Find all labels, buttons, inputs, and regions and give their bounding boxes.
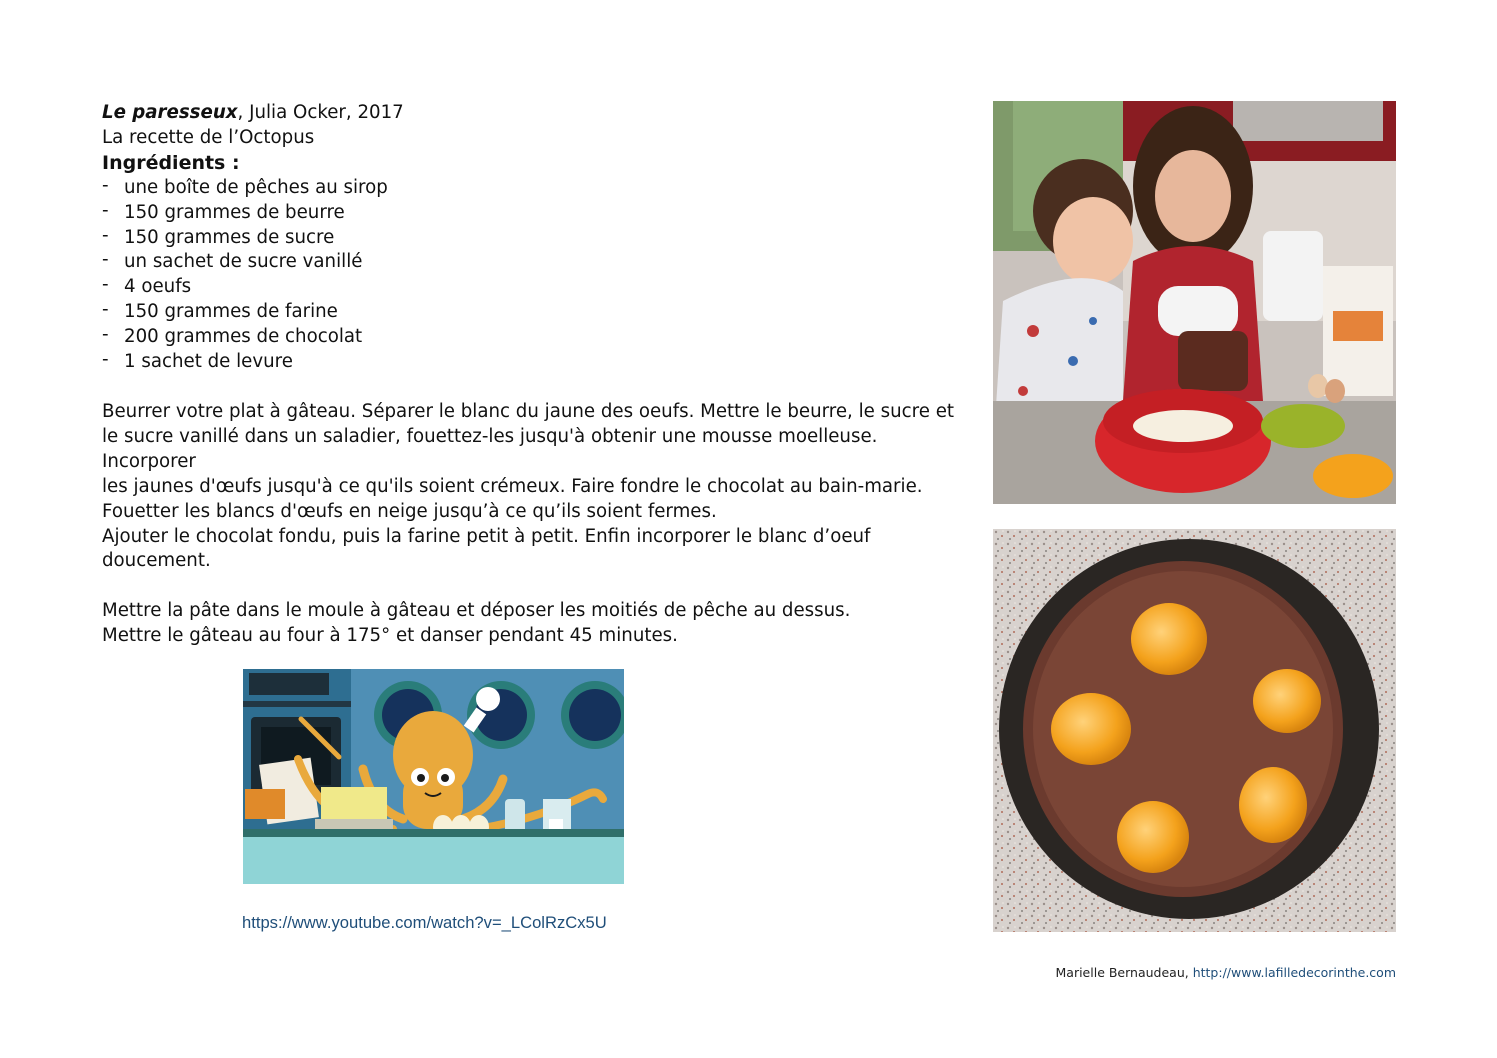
instruction-line: Mettre la pâte dans le moule à gâteau et déposer les moitiés de pêche au dessus. <box>102 600 851 622</box>
instruction-line: le sucre vanillé dans un saladier, fouettez-les jusqu'à obtenir une mousse moelleuse. Incorporer <box>102 425 878 472</box>
instruction-line: Mettre le gâteau au four à 175° et danser pendant 45 minutes. <box>102 625 678 647</box>
instructions-paragraph-2 <box>102 599 962 649</box>
book-citation <box>102 101 962 126</box>
recipe-subtitle: La recette de l’Octopus <box>102 126 315 148</box>
ingredient-item: - 150 grammes de sucre <box>102 226 962 251</box>
instruction-line: Beurrer votre plat à gâteau. Séparer le blanc du jaune des oeufs. Mettre le beurre, le sucre et <box>102 400 955 422</box>
book-meta: , Julia Ocker, 2017 <box>237 102 404 123</box>
instruction-line: Ajouter le chocolat fondu, puis la farine petit à petit. Enfin incorporer le blanc d’oeuf doucement. <box>102 525 871 572</box>
ingredients-heading: Ingrédients : <box>102 151 240 174</box>
video-thumbnail[interactable] <box>243 669 624 884</box>
recipe-text <box>102 101 962 649</box>
ingredient-item: - 150 grammes de farine <box>102 300 962 325</box>
credit-website-link[interactable]: http://www.lafilledecorinthe.com <box>1192 965 1396 980</box>
book-title: Le paresseux <box>102 102 238 123</box>
ingredient-item: - 150 grammes de beurre <box>102 201 962 226</box>
ingredients-list <box>102 176 962 375</box>
credit-author: Marielle Bernaudeau, <box>1055 965 1193 980</box>
credit-line <box>1056 965 1397 980</box>
ingredient-item: - 1 sachet de levure <box>102 350 962 375</box>
ingredient-item: - un sachet de sucre vanillé <box>102 250 962 275</box>
instruction-line: Fouetter les blancs d'œufs en neige jusqu’à ce qu’ils soient fermes. <box>102 500 717 522</box>
instruction-line: les jaunes d'œufs jusqu'à ce qu'ils soient crémeux. Faire fondre le chocolat au bain-marie. <box>102 475 923 497</box>
ingredient-item: - 4 oeufs <box>102 275 962 300</box>
ingredient-item: - une boîte de pêches au sirop <box>102 176 962 201</box>
ingredient-item: - 200 grammes de chocolat <box>102 325 962 350</box>
video-link[interactable]: https://www.youtube.com/watch?v=_LColRzCx5U <box>242 913 607 932</box>
baking-photo <box>993 101 1396 504</box>
instructions-paragraph-1 <box>102 400 962 574</box>
cake-photo <box>993 529 1396 932</box>
